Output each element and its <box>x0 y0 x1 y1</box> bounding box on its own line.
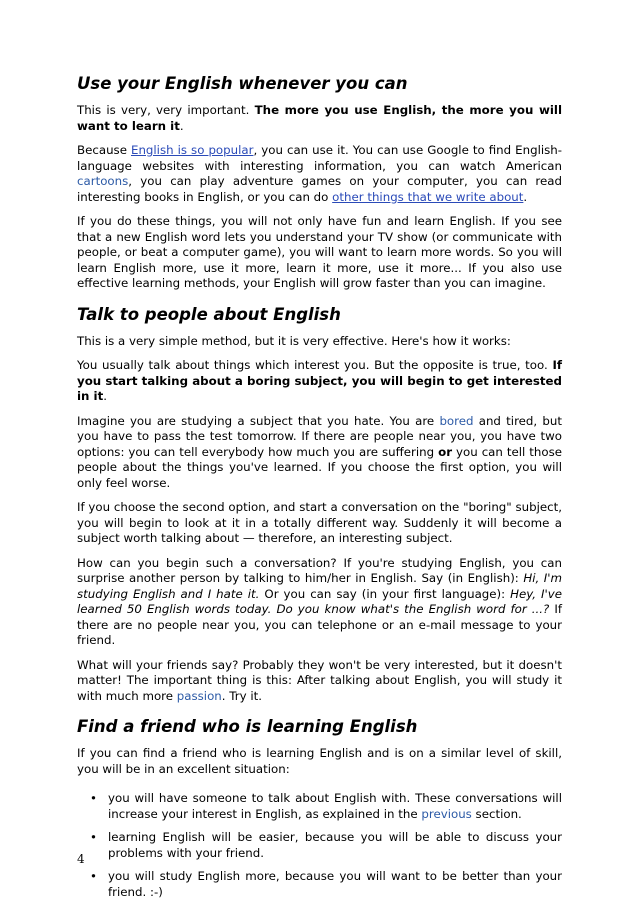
paragraph-text: you will have someone to talk about English with. These conversations will increase your interest in English, as explained in the <box>108 791 562 821</box>
section-talk-to-people <box>77 305 562 705</box>
paragraph: This is a very simple method, but it is very effective. Here's how it works: <box>77 333 511 348</box>
paragraph-text: What will your friends say? Probably they won't be very interested, but it doesn't matter! The important thing is this: After talking about English, you will study it with much more <box>77 657 562 703</box>
section-use-english <box>77 74 562 292</box>
list-item-text: you will study English more, because you will want to be better than your friend. :-) <box>108 869 562 899</box>
paragraph <box>77 556 562 649</box>
paragraph <box>77 414 562 492</box>
paragraph-text: section. <box>471 806 522 821</box>
paragraph-text: Because <box>77 143 131 157</box>
paragraph-text: you can tell those people about the things you've learned. If you choose the first option, you will only feel worse. <box>77 444 562 490</box>
paragraph <box>77 358 562 405</box>
paragraph-text: , you can play adventure games on your computer, you can read interesting books in English, or you can do <box>77 174 562 204</box>
cartoons-link[interactable]: cartoons <box>77 174 129 188</box>
section-find-friend <box>77 717 562 900</box>
bullet-list <box>77 791 562 900</box>
english-popular-link[interactable]: English is so popular <box>130 143 254 157</box>
paragraph <box>77 143 562 205</box>
bullet-icon: • <box>90 869 97 883</box>
paragraph-text: . <box>179 118 184 133</box>
paragraph: If you can find a friend who is learning English and is on a similar level of skill, you will be in an excellent situation: <box>77 746 562 776</box>
section-heading: Talk to people about English <box>77 304 341 324</box>
other-things-link[interactable]: other things that we write about <box>332 189 524 204</box>
paragraph <box>77 658 562 705</box>
previous-section-link[interactable]: previous <box>421 806 472 821</box>
paragraph-text: Or you can say (in your first language): <box>259 586 511 601</box>
paragraph-text: and tired, but you have to pass the test tomorrow. If there are people near you, you have two options: you can tell everybody how much you are suffering <box>77 413 562 459</box>
paragraph <box>77 103 562 134</box>
paragraph-text: , you can use it. You can use Google to find English-language websites with interesting information, you can watch American <box>77 143 563 173</box>
bored-link[interactable]: bored <box>439 413 474 428</box>
bold-text: The more you use English, the more you will want to learn it <box>77 103 562 133</box>
passion-link[interactable]: passion <box>176 688 222 703</box>
list-item-text <box>108 791 562 822</box>
bold-text: or <box>438 444 453 459</box>
paragraph-text: . <box>103 389 107 403</box>
italic-text: Hi, I'm studying English and I hate it. <box>77 571 562 601</box>
paragraph-text: . Try it. <box>221 688 262 703</box>
bullet-icon: • <box>90 830 97 844</box>
paragraph-text: . <box>523 189 528 204</box>
list-item <box>77 830 562 861</box>
paragraph: If you choose the second option, and start a conversation on the "boring" subject, you will begin to look at it in a totally different way. Suddenly it will become a subject worth talking about — therefore, an interesting subject. <box>77 500 562 545</box>
bold-text: If you start talking about a boring subject, you will begin to get interested in it <box>77 358 562 403</box>
list-item-text: learning English will be easier, because you will be able to discuss your problems with your friend. <box>108 830 562 860</box>
page-content <box>77 74 562 908</box>
paragraph-text: If there are no people near you, you can telephone or an e-mail message to your friend. <box>77 602 562 647</box>
paragraph-text: You usually talk about things which interest you. But the opposite is true, too. <box>77 358 553 372</box>
paragraph-text: How can you begin such a conversation? If you're studying English, you can surprise another person by talking to him/her in English. Say (in English): <box>77 555 562 585</box>
page-number: 4 <box>77 852 85 866</box>
list-item <box>77 791 562 822</box>
paragraph-text: This is very, very important. <box>77 103 255 117</box>
paragraph-text: Imagine you are studying a subject that you hate. You are <box>77 413 440 428</box>
paragraph: If you do these things, you will not only have fun and learn English. If you see that a new English word lets you understand your TV show (or communicate with people, or beat a computer game), you will want to learn more words. So you will learn English more, use it more, learn it more, use it more... If you also use effective learning methods, your English will grow faster than you can imagine. <box>77 214 562 290</box>
section-heading: Use your English whenever you can <box>77 74 408 93</box>
list-item <box>77 869 562 900</box>
bullet-icon: • <box>90 791 97 805</box>
italic-text: Hey, I've learned 50 English words today. Do you know what's the English word for ...? <box>77 586 563 616</box>
section-heading: Find a friend who is learning English <box>77 717 418 736</box>
